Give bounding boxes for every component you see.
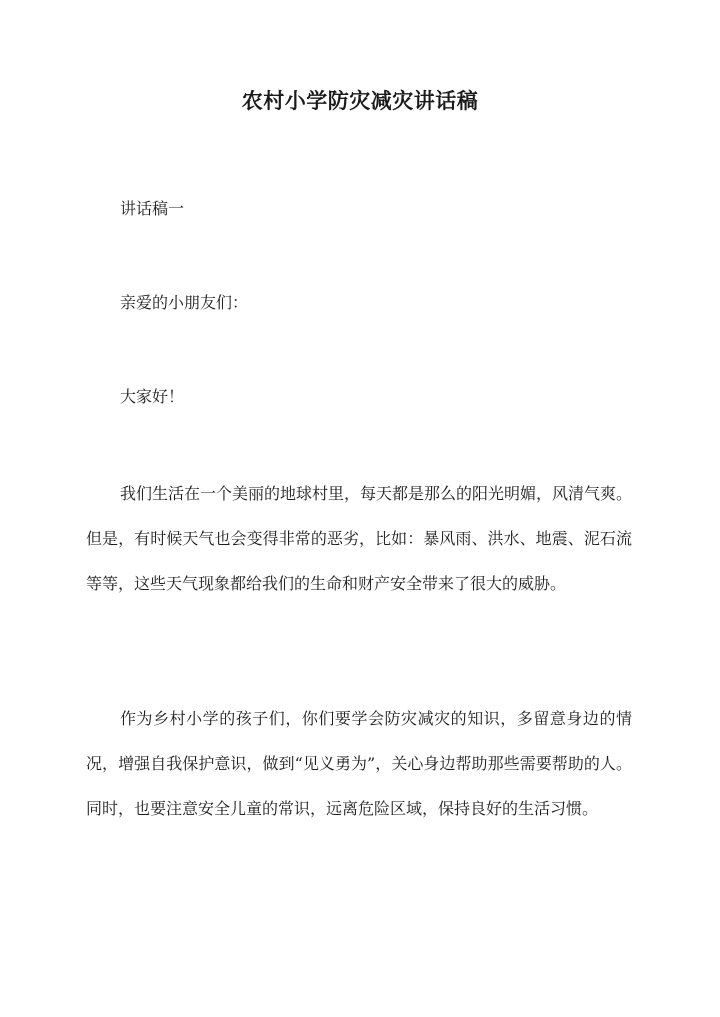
paragraph-body-2: 作为乡村小学的孩子们，你们要学会防灾减灾的知识，多留意身边的情况，增强自我保护意识，做到“见义勇为”，关心身边帮助那些需要帮助的人。同时，也要注意安全儿童的常识，远离危险区域，保持良好的生活习惯。	[86, 709, 632, 818]
paragraph-body-1: 我们生活在一个美丽的地球村里，每天都是那么的阳光明媚，风清气爽。但是，有时候天气也会变得非常的恶劣，比如：暴风雨、洪水、地震、泥石流等等，这些天气现象都给我们的生命和财产安全带来了很大的威胁。	[86, 484, 633, 593]
paragraph-greeting: 亲爱的小朋友们：	[120, 293, 249, 312]
document-title: 农村小学防灾减灾讲话稿	[241, 88, 479, 113]
paragraph-speech-label: 讲话稿一	[120, 199, 185, 218]
paragraph-hello: 大家好！	[120, 387, 185, 406]
